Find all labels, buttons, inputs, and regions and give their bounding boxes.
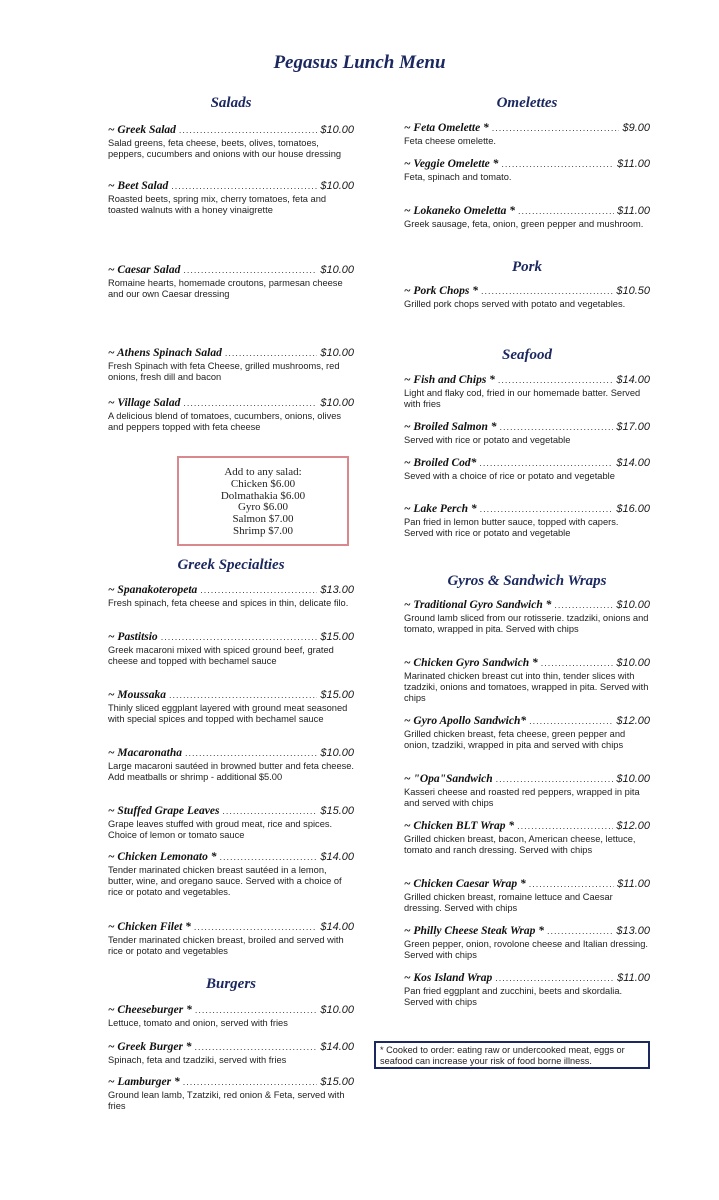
leader-dots [161,631,318,644]
menu-item [108,1076,354,1112]
item-description: Tender marinated chicken breast sautéed in a lemon, butter, wine, and oregano sauce. Served with a choice of rice or potato and vegetables. [108,865,342,898]
item-description: Grilled pork chops served with potato and vegetables. [404,299,626,309]
item-price: $10.00 [616,773,650,785]
leader-dots [541,657,614,670]
item-price: $10.00 [320,124,354,136]
menu-item [108,180,354,216]
item-price: $12.00 [616,820,650,832]
item-price: $9.00 [622,122,650,134]
item-price: $10.00 [320,1004,354,1016]
item-name: ~ Lake Perch * [404,503,477,515]
menu-item [404,773,650,809]
item-name: ~ Village Salad [108,397,181,409]
item-price: $14.00 [616,457,650,469]
leader-dots [496,773,614,786]
item-description: Ground lamb sliced from our rotisserie. tzadziki, onions and tomato, wrapped in pita. Served with chips [404,613,649,635]
item-name: ~ Philly Cheese Steak Wrap * [404,925,544,937]
item-name: ~ Feta Omelette * [404,122,489,134]
leader-dots [225,347,318,360]
item-name: ~ Moussaka [108,689,166,701]
leader-dots [529,878,614,891]
item-price: $11.00 [617,972,650,984]
item-name: ~ Greek Burger * [108,1041,192,1053]
salad-addon-box [177,456,349,546]
section-title-gyros: Gyros & Sandwich Wraps [447,573,607,589]
menu-item [108,631,354,667]
item-price: $14.00 [320,851,354,863]
menu-item [404,715,650,751]
menu-item [108,124,354,160]
item-description: Grilled chicken breast, romaine lettuce and Caesar dressing. Served with chips [404,892,613,914]
menu-item [108,1041,354,1066]
leader-dots [554,599,613,612]
leader-dots [500,421,614,434]
menu-item [108,805,354,841]
item-price: $17.00 [616,421,650,433]
item-description: Spinach, feta and tzadziki, served with fries [108,1055,287,1065]
leader-dots [200,584,317,597]
item-price: $10.00 [320,397,354,409]
item-name: ~ Greek Salad [108,124,176,136]
item-price: $10.00 [320,180,354,192]
item-name: ~ Pastitsio [108,631,158,643]
item-price: $11.00 [617,158,650,170]
item-name: ~ "Opa"Sandwich [404,773,493,785]
leader-dots [183,264,317,277]
leader-dots [171,180,317,193]
leader-dots [495,972,614,985]
item-name: ~ Broiled Cod* [404,457,477,469]
leader-dots [183,397,317,410]
item-description: Fresh Spinach with feta Cheese, grilled mushrooms, red onions, fresh dill and bacon [108,361,340,383]
item-name: ~ Chicken Caesar Wrap * [404,878,526,890]
leader-dots [222,805,317,818]
item-name: ~ Lokaneko Omeletta * [404,205,515,217]
leader-dots [518,205,614,218]
leader-dots [183,1076,318,1089]
item-description: Romaine hearts, homemade croutons, parmesan cheese and our own Caesar dressing [108,278,343,300]
menu-item [404,925,650,961]
item-price: $14.00 [320,921,354,933]
section-title-salads: Salads [210,95,252,111]
item-name: ~ Pork Chops * [404,285,478,297]
menu-item [108,264,354,300]
item-price: $10.00 [320,747,354,759]
menu-item [404,457,650,482]
item-price: $10.00 [616,657,650,669]
item-price: $11.00 [617,205,650,217]
menu-item [108,584,354,609]
menu-item [108,397,354,433]
item-name: ~ Chicken Lemonato * [108,851,217,863]
addon-line: Shrimp $7.00 [233,524,293,537]
menu-item [108,347,354,383]
item-name: ~ Athens Spinach Salad [108,347,222,359]
leader-dots [219,851,317,864]
item-price: $14.00 [320,1041,354,1053]
menu-item [404,285,650,310]
item-price: $13.00 [616,925,650,937]
leader-dots [169,689,317,702]
item-name: ~ Caesar Salad [108,264,181,276]
item-description: Salad greens, feta cheese, beets, olives, tomatoes, peppers, cucumbers and onions with our house dressing [108,138,342,160]
leader-dots [479,457,613,470]
item-description: A delicious blend of tomatoes, cucumbers, onions, olives and peppers topped with feta cheese [108,411,342,433]
item-price: $15.00 [320,689,354,701]
section-title-seafood: Seafood [502,347,552,363]
item-price: $10.00 [616,599,650,611]
item-description: Roasted beets, spring mix, cherry tomatoes, feta and toasted walnuts with a honey vinaigrette [108,194,327,216]
item-name: ~ Stuffed Grape Leaves [108,805,220,817]
leader-dots [529,715,613,728]
item-description: Fresh spinach, feta cheese and spices in thin, delicate filo. [108,598,349,608]
item-name: ~ Chicken Filet * [108,921,191,933]
item-description: Feta cheese omelette. [404,136,496,146]
item-description: Light and flaky cod, fried in our homemade batter. Served with fries [404,388,641,410]
item-description: Grape leaves stuffed with groud meat, rice and spices. Choice of lemon or tomato sauce [108,819,333,841]
item-name: ~ Lamburger * [108,1076,180,1088]
leader-dots [179,124,317,137]
section-title-omelettes: Omelettes [496,95,558,111]
addon-line: Salmon $7.00 [232,513,294,526]
item-name: ~ Veggie Omelette * [404,158,499,170]
menu-item [404,205,650,230]
section-title-pork: Pork [512,259,542,275]
item-price: $10.00 [320,264,354,276]
item-price: $15.00 [320,631,354,643]
section-title-burgers: Burgers [205,976,257,992]
page-title: Pegasus Lunch Menu [273,52,446,73]
food-safety-disclaimer: * Cooked to order: eating raw or undercooked meat, eggs or seafood can increase your risk of food borne illness. [374,1041,650,1069]
leader-dots [492,122,620,135]
menu-item [404,421,650,446]
item-description: Greek macaroni mixed with spiced ground beef, grated cheese and topped with bechamel sauce [108,645,334,667]
menu-item [404,657,650,705]
section-salads [108,95,354,126]
item-name: ~ Macaronatha [108,747,182,759]
item-description: Ground lean lamb, Tzatziki, red onion & Feta, served with fries [108,1090,345,1112]
menu-item [404,599,650,635]
item-name: ~ Broiled Salmon * [404,421,497,433]
menu-item [404,503,650,539]
section-burgers [108,976,354,1007]
addon-line: Chicken $6.00 [230,477,296,490]
item-name: ~ Chicken Gyro Sandwich * [404,657,538,669]
menu-item [108,851,354,899]
item-description: Grilled chicken breast, bacon, American cheese, lettuce, tomato and ranch dressing. Served with chips [404,834,636,856]
item-description: Pan fried eggplant and zucchini, beets and skordalia. Served with chips [404,986,623,1008]
item-description: Pan fried in lemon butter sauce, topped with capers. Served with rice or potato and vegetable [404,517,619,539]
leader-dots [480,503,614,516]
item-description: Grilled chicken breast, feta cheese, green pepper and onion, tzadziki, wrapped in pita and served with chips [404,729,626,751]
leader-dots [547,925,613,938]
menu-item [404,374,650,410]
item-name: ~ Gyro Apollo Sandwich* [404,715,527,727]
item-price: $15.00 [320,1076,354,1088]
section-title-greek: Greek Specialties [177,557,285,573]
item-name: ~ Cheeseburger * [108,1004,192,1016]
menu-item [404,820,650,856]
item-price: $14.00 [616,374,650,386]
item-price: $12.00 [616,715,650,727]
menu-item [108,689,354,725]
item-price: $10.50 [616,285,650,297]
leader-dots [501,158,614,171]
leader-dots [195,1004,317,1017]
item-description: Seved with a choice of rice or potato and vegetable [404,471,615,481]
menu-item [404,972,650,1008]
item-description: Tender marinated chicken breast, broiled and served with rice or potato and vegetables [108,935,344,957]
menu-item [404,878,650,914]
menu-item [108,1004,354,1029]
leader-dots [185,747,317,760]
menu-item [404,122,650,147]
item-description: Green pepper, onion, rovolone cheese and Italian dressing. Served with chips [404,939,648,961]
item-description: Lettuce, tomato and onion, served with fries [108,1018,288,1028]
item-name: ~ Kos Island Wrap [404,972,493,984]
item-description: Feta, spinach and tomato. [404,172,512,182]
menu-item [108,747,354,783]
item-name: ~ Beet Salad [108,180,169,192]
item-name: ~ Traditional Gyro Sandwich * [404,599,552,611]
item-name: ~ Fish and Chips * [404,374,495,386]
item-price: $15.00 [320,805,354,817]
item-price: $10.00 [320,347,354,359]
leader-dots [517,820,613,833]
item-description: Marinated chicken breast cut into thin, tender slices with tzadziki, onions and tomatoes, wrapped in pita. Served with chips [404,671,649,704]
menu-item [108,921,354,957]
item-price: $16.00 [616,503,650,515]
addon-line: Gyro $6.00 [237,501,289,514]
leader-dots [195,1041,318,1054]
item-description: Kasseri cheese and roasted red peppers, wrapped in pita and served with chips [404,787,640,809]
menu-item [404,158,650,183]
leader-dots [194,921,317,934]
item-price: $11.00 [617,878,650,890]
item-description: Greek sausage, feta, onion, green pepper and mushroom. [404,219,644,229]
leader-dots [498,374,613,387]
addon-heading: Add to any salad: [224,466,302,478]
addon-line: Dolmathakia $6.00 [220,489,306,502]
item-name: ~ Chicken BLT Wrap * [404,820,515,832]
item-description: Large macaroni sautéed in browned butter and feta cheese. Add meatballs or shrimp - additional $5.00 [108,761,355,783]
leader-dots [481,285,613,298]
item-price: $13.00 [320,584,354,596]
item-description: Thinly sliced eggplant layered with ground meat seasoned with special spices and topped with bechamel sauce [108,703,348,725]
item-name: ~ Spanakoteropeta [108,584,198,596]
item-description: Served with rice or potato and vegetable [404,435,571,445]
